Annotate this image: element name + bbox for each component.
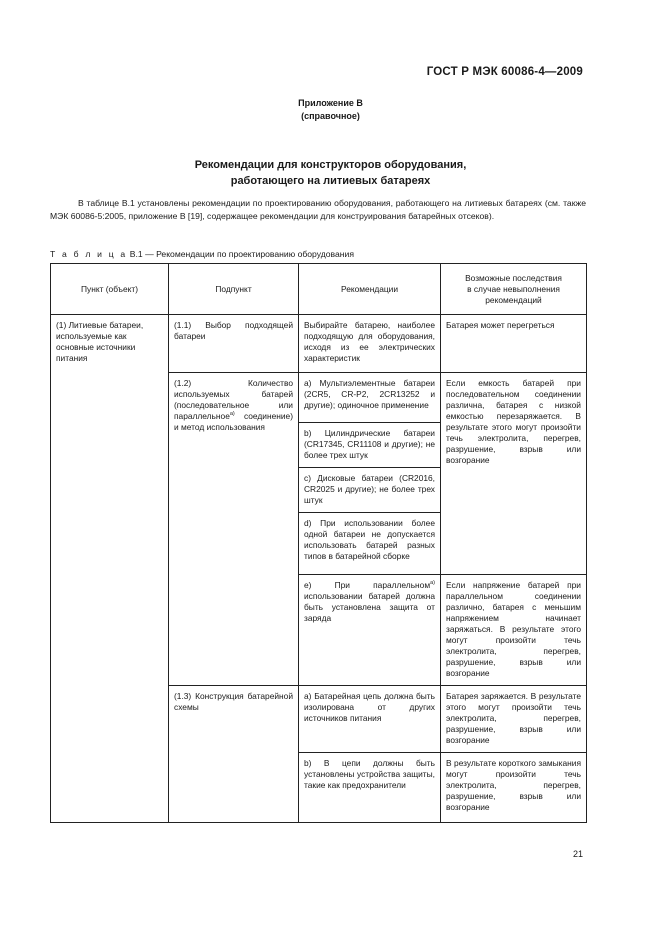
table-header-row	[51, 264, 587, 315]
consequence-cell: Батарея может перегреться	[441, 315, 587, 373]
recommendation-cell: b) В цепи должны быть установлены устройства защиты, такие как предохранители	[299, 753, 441, 823]
recommendations-table	[50, 263, 587, 823]
intro-paragraph	[50, 197, 586, 222]
recommendation-cell: Выбирайте батарею, наиболее подходящую для оборудования, исходя из ее электрических характеристик	[299, 315, 441, 373]
section-title-line1: Рекомендации для конструкторов оборудования,	[194, 159, 467, 171]
annex-subtitle: (справочное)	[301, 111, 360, 121]
consequence-cell: В результате короткого замыкания могут произойти течь электролита, перегрев, разрушение, взрыв или возгорание	[441, 753, 587, 823]
annex-title: Приложение В	[298, 98, 363, 108]
subitem-cell: (1.3) Конструкция батарейной схемы	[169, 686, 299, 823]
recommendation-cell: а) Батарейная цепь должна быть изолирована от других источников питания	[299, 686, 441, 753]
annex-heading	[0, 97, 661, 123]
page-number: 21	[572, 849, 583, 859]
intro-text: В таблице В.1 установлены рекомендации по проектированию оборудования, работающего на литиевых батареях (см. также МЭК 60086-5:2005, приложение В [19], содержащее рекомендации для конструирования батарейных отсеков).	[50, 198, 586, 221]
header-subitem: Подпункт	[169, 264, 299, 315]
header-consequences: Возможные последствия в случае невыполнения рекомендаций	[441, 264, 587, 315]
recommendation-cell: b) Цилиндрические батареи (CR17345, CR11108 и другие); не более трех штук	[299, 423, 441, 468]
document-header: ГОСТ Р МЭК 60086-4—2009	[426, 66, 583, 78]
consequence-cell: Батарея заряжается. В результате этого могут произойти течь электролита, перегрев, разрушение, взрыв или возгорание	[441, 686, 587, 753]
header-item: Пункт (объект)	[51, 264, 169, 315]
table-caption-label: Т а б л и ц а	[50, 249, 128, 259]
section-title-line2: работающего на литиевых батареях	[230, 175, 431, 187]
recommendation-cell: c) Дисковые батареи (CR2016, CR2025 и другие); не более трех штук	[299, 468, 441, 513]
consequence-cell: Если емкость батарей при последовательном соединении различна, батарея с низкой емкостью перезаряжается. В результате этого могут произойти течь электролита, перегрев, разрушение, взрыв или возгорание	[441, 373, 587, 575]
table-row	[51, 315, 587, 373]
section-title	[0, 157, 661, 189]
table-caption-text: В.1 — Рекомендации по проектированию оборудования	[129, 249, 354, 259]
recommendation-cell: а) Мультиэлементные батареи (2CR5, CR-P2, 2CR13252 и другие); одиночное применение	[299, 373, 441, 423]
table-caption	[50, 249, 354, 259]
consequence-cell: Если напряжение батарей при параллельном соединении различно, батарея с меньшим напряжением начинает заряжаться. В результате этого могут произойти течь электролита, перегрев, разрушение, взрыв или возгорание	[441, 575, 587, 686]
recommendation-cell: e) При параллельном$^{а)}$ использовании батарей должна быть установлена защита от заряда	[299, 575, 441, 686]
subitem-cell: (1.1) Выбор подходящей батареи	[169, 315, 299, 373]
header-recommendations: Рекомендации	[299, 264, 441, 315]
item-cell: (1) Литиевые батареи, используемые как основные источники питания	[51, 315, 169, 823]
recommendation-cell: d) При использовании более одной батареи не допускается использовать батарей разных типов в батарейной сборке	[299, 513, 441, 575]
subitem-cell: (1.2) Количество используемых батарей (последовательное или параллельное$^{а)}$ соединение) и метод использования	[169, 373, 299, 686]
